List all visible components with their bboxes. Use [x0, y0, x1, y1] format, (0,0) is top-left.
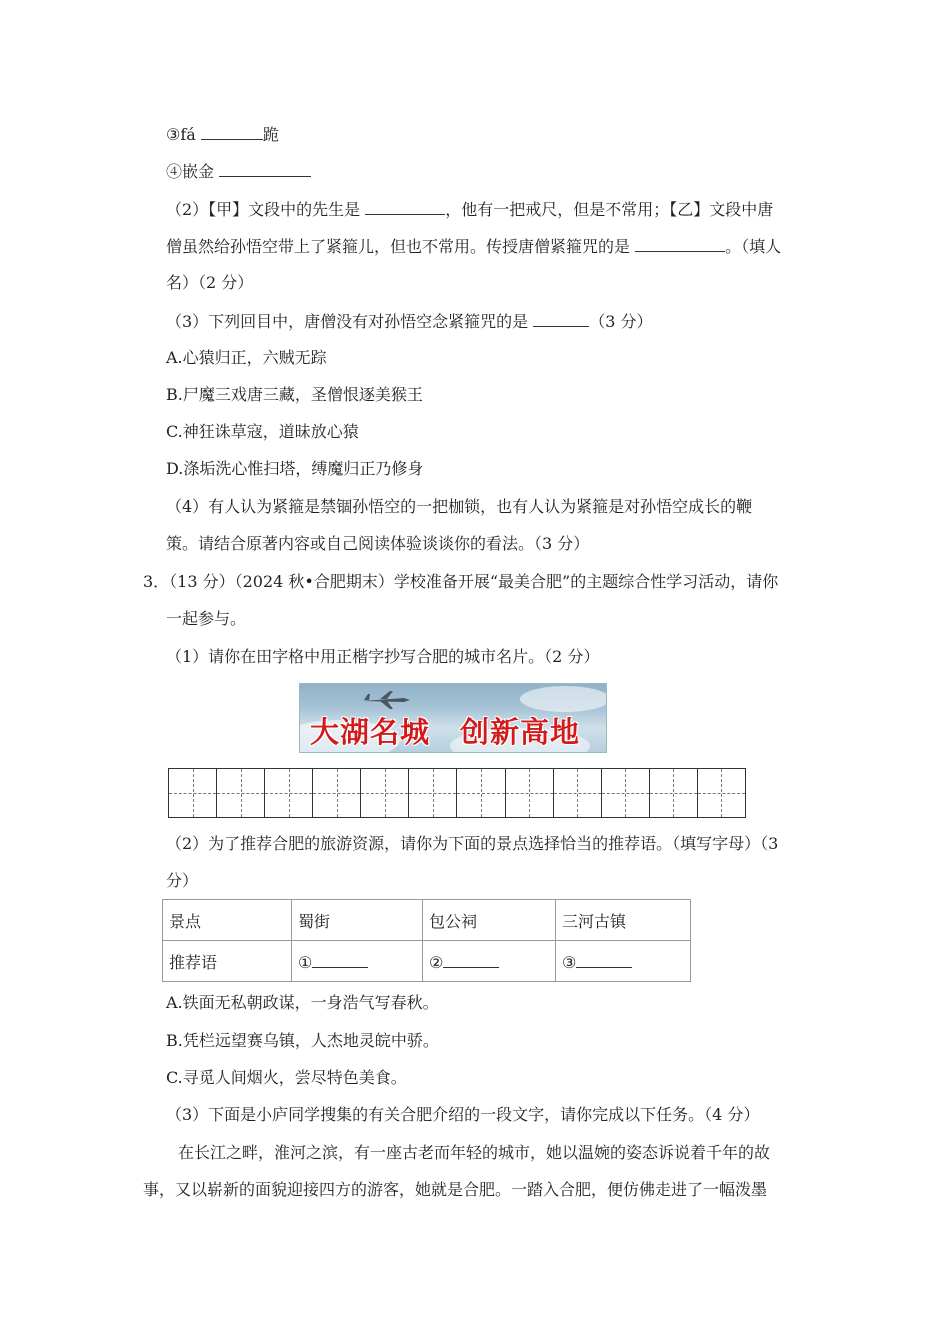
question-2-line-1: （2）【甲】文段中的先生是 ，他有一把戒尺，但是不常用；【乙】文段中唐	[166, 200, 774, 219]
grid-cell[interactable]	[409, 769, 457, 817]
table-cell: 包公祠	[423, 900, 556, 941]
grid-cell[interactable]	[217, 769, 265, 817]
table-cell: 三河古镇	[556, 900, 691, 941]
grid-cell[interactable]	[650, 769, 698, 817]
attractions-table	[162, 899, 691, 982]
table-cell: 推荐语	[163, 941, 292, 982]
section-3-heading-cont: 一起参与。	[166, 609, 247, 628]
table-cell: 景点	[163, 900, 292, 941]
option-c: C.神狂诛草寇，道昧放心猿	[166, 422, 359, 441]
grid-cell[interactable]	[457, 769, 505, 817]
table-row	[163, 941, 691, 982]
item-4-word: ④嵌金	[166, 160, 311, 183]
grid-cell[interactable]	[169, 769, 217, 817]
question-4-line-2: 策。请结合原著内容或自己阅读体验谈谈你的看法。（3 分）	[166, 534, 590, 553]
section-3-heading: 3．（13 分）（2024 秋•合肥期末）学校准备开展“最美合肥”的主题综合性学习活动，请你	[143, 572, 779, 591]
table-cell: ②	[423, 941, 556, 982]
tianzige-grid[interactable]	[168, 768, 746, 818]
grid-cell[interactable]	[554, 769, 602, 817]
question-3-stem: （3）下列回目中，唐僧没有对孙悟空念紧箍咒的是 （3 分）	[166, 312, 653, 331]
passage-line-1: 在长江之畔，淮河之滨，有一座古老而年轻的城市，她以温婉的姿态诉说着千年的故	[178, 1143, 771, 1162]
part-3-prompt: （3）下面是小庐同学搜集的有关合肥介绍的一段文字，请你完成以下任务。（4 分）	[166, 1105, 760, 1124]
item-3-pinyin: ③fá 跪	[166, 125, 279, 144]
answer-blank[interactable]	[312, 951, 368, 968]
airplane-icon	[360, 689, 412, 711]
answer-blank[interactable]	[576, 951, 632, 968]
answer-blank[interactable]	[201, 123, 263, 140]
grid-cell[interactable]	[698, 769, 745, 817]
grid-cell[interactable]	[506, 769, 554, 817]
part-2-prompt: （2）为了推荐合肥的旅游资源，请你为下面的景点选择恰当的推荐语。（填写字母）（3	[166, 834, 779, 853]
question-2-line-3: 名）（2 分）	[166, 273, 254, 292]
recommendation-b: B.凭栏远望赛乌镇，人杰地灵皖中骄。	[166, 1031, 439, 1050]
table-cell: ①	[292, 941, 423, 982]
question-4-line-1: （4）有人认为紧箍是禁锢孙悟空的一把枷锁，也有人认为紧箍是对孙悟空成长的鞭	[166, 497, 753, 516]
part-2-prompt-cont: 分）	[166, 871, 199, 890]
grid-cell[interactable]	[602, 769, 650, 817]
question-2-line-2: 僧虽然给孙悟空带上了紧箍儿，但也不常用。传授唐僧紧箍咒的是 。（填人	[166, 237, 782, 256]
answer-blank[interactable]	[533, 310, 589, 327]
option-d: D.涤垢洗心惟扫塔，缚魔归正乃修身	[166, 459, 424, 478]
city-slogan-image	[299, 683, 607, 753]
passage-line-2: 事，又以崭新的面貌迎接四方的游客，她就是合肥。一踏入合肥，便仿佛走进了一幅泼墨	[143, 1180, 768, 1199]
answer-blank[interactable]	[443, 951, 499, 968]
answer-blank[interactable]	[635, 235, 725, 252]
recommendation-c: C.寻觅人间烟火，尝尽特色美食。	[166, 1068, 407, 1087]
table-cell: 蜀街	[292, 900, 423, 941]
grid-cell[interactable]	[361, 769, 409, 817]
part-1-prompt: （1）请你在田字格中用正楷字抄写合肥的城市名片。（2 分）	[166, 647, 600, 666]
table-cell: ③	[556, 941, 691, 982]
option-a: A.心猿归正，六贼无踪	[166, 348, 327, 367]
table-row	[163, 900, 691, 941]
grid-cell[interactable]	[313, 769, 361, 817]
recommendation-a: A.铁面无私朝政谋，一身浩气写春秋。	[166, 993, 439, 1012]
grid-cell[interactable]	[265, 769, 313, 817]
answer-blank[interactable]	[219, 160, 311, 177]
option-b: B.尸魔三戏唐三藏，圣僧恨逐美猴王	[166, 385, 423, 404]
slogan-text: 大湖名城 创新高地	[310, 715, 581, 749]
answer-blank[interactable]	[365, 198, 445, 215]
